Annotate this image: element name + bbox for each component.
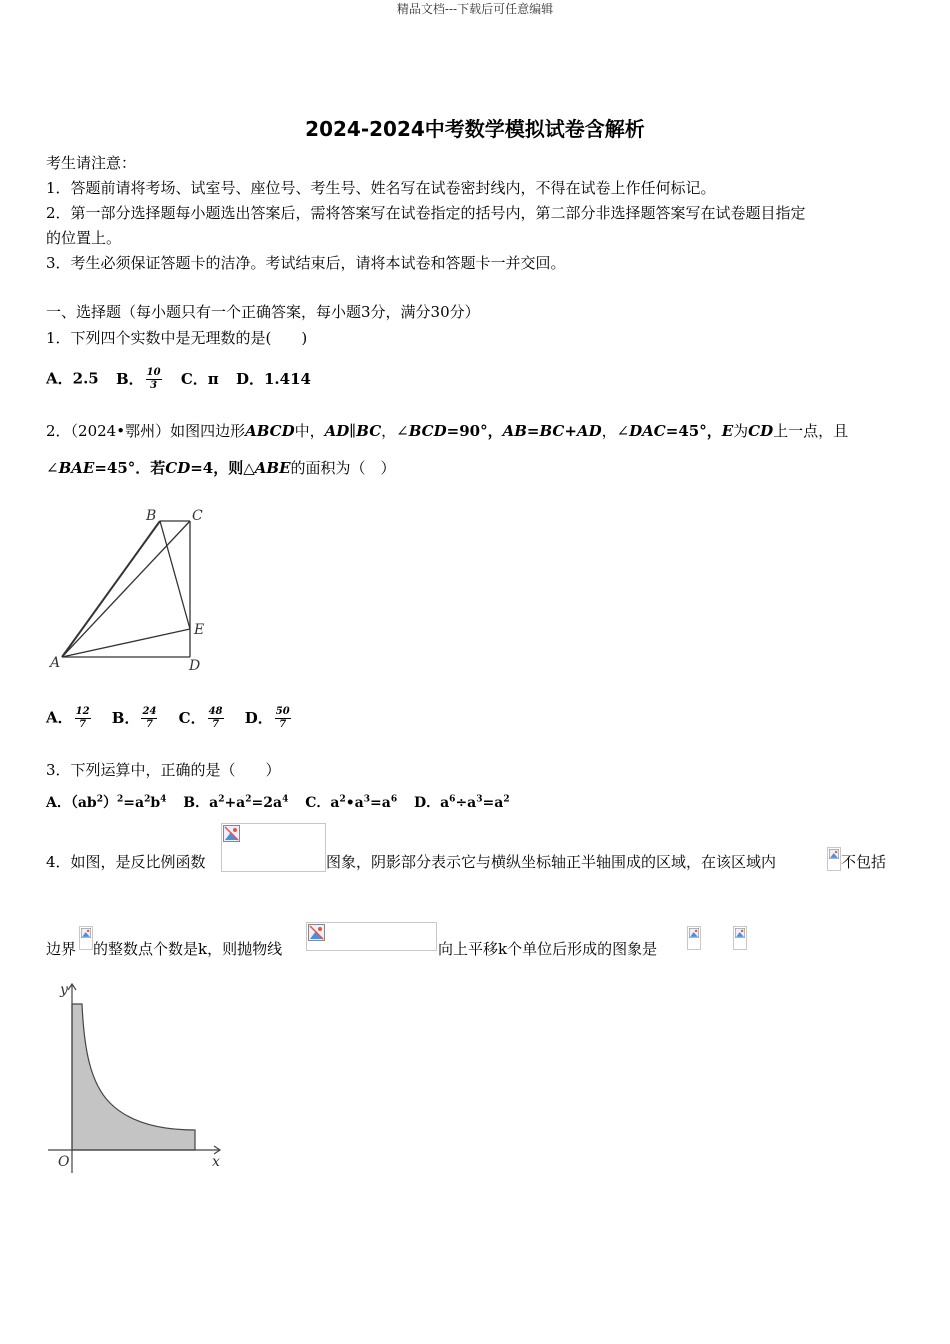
- notice-heading: 考生请注意：: [46, 154, 137, 172]
- label-b: B: [146, 508, 157, 524]
- q2-option-b-label: B．: [111, 708, 140, 727]
- section-heading: 一、选择题（每小题只有一个正确答案，每小题3分，满分30分）: [46, 303, 480, 321]
- q2-option-c-label: C．: [178, 708, 206, 727]
- q1-option-d: D．1.414: [235, 369, 311, 388]
- page-title: 2024-2024中考数学模拟试卷含解析: [305, 117, 645, 141]
- q3-options: [46, 792, 510, 812]
- broken-image-icon: [689, 928, 699, 938]
- q3-stem: 3．下列运算中，正确的是（ ）: [46, 761, 281, 779]
- q2-options: [46, 706, 293, 731]
- q1-option-a: A．2.5: [46, 369, 99, 388]
- broken-image-icon: [829, 849, 839, 859]
- q1-option-b-fraction: $\frac{10}{3}$: [146, 367, 161, 391]
- q2-option-d-fraction: $\frac{50}{7}$: [275, 706, 290, 730]
- broken-image-icon: [223, 825, 240, 842]
- broken-image-icon: [81, 928, 91, 938]
- q2-option-a-label: A．: [46, 708, 73, 727]
- q2-option-a-fraction: $\frac{12}{7}$: [75, 706, 90, 730]
- q4-stem-line1-b: 图象，阴影部分表示它与横纵坐标轴正半轴围成的区域，在该区域内: [326, 853, 777, 871]
- label-e: E: [194, 622, 205, 638]
- broken-image-icon: [735, 928, 745, 938]
- q2-option-d-label: D．: [244, 708, 273, 727]
- label-origin: O: [58, 1154, 70, 1170]
- broken-image-icon: [308, 924, 325, 941]
- label-c: C: [192, 508, 203, 524]
- q2-option-c-fraction: $\frac{48}{7}$: [208, 706, 223, 730]
- q3-option-a: A．$(ab^2)^2=a^2b^4$: [46, 794, 167, 811]
- q4-missing-image-function: [221, 823, 326, 872]
- shaded-region: [72, 1004, 195, 1150]
- label-a: A: [50, 655, 61, 671]
- q1-option-b-label: B．: [115, 369, 144, 388]
- segment-ab: [62, 521, 160, 657]
- q2-stem-line1: 2．（2024•鄂州）如图四边形ABCD中，AD∥BC，∠BCD=90°，AB=BC+AD，∠DAC=45°，E为CD上一点，且: [46, 422, 849, 440]
- q2-option-b-fraction: $\frac{24}{7}$: [142, 706, 157, 730]
- q4-stem-line2-c: 向上平移k个单位后形成的图象是: [438, 940, 658, 958]
- notice-item-2-cont: 的位置上。: [46, 229, 122, 247]
- notice-item-2: 2．第一部分选择题每小题选出答案后，需将答案写在试卷指定的括号内，第二部分非选择题答案写在试卷题目指定: [46, 204, 806, 222]
- q4-missing-image-inline-4: [733, 926, 747, 950]
- q2-geometry-figure: [40, 500, 220, 680]
- q4-stem-line2-b: 的整数点个数是k，则抛物线: [93, 940, 283, 958]
- q3-option-c: C．$a^2•a^3=a^6$: [305, 794, 398, 811]
- q4-function-graph: [40, 978, 230, 1178]
- q4-stem-line2-a: 边界: [46, 940, 77, 958]
- notice-item-1: 1．答题前请将考场、试室号、座位号、考生号、姓名写在试卷密封线内，不得在试卷上作任何标记。: [46, 179, 716, 197]
- label-x-axis: x: [212, 1154, 220, 1170]
- q1-options: [46, 367, 311, 392]
- q3-option-d: D．$a^6\div a^3=a^2$: [413, 794, 510, 811]
- q2-stem-line2: ∠BAE=45°．若CD=4，则△ABE的面积为（ ）: [46, 459, 396, 477]
- notice-item-3: 3．考生必须保证答题卡的洁净。考试结束后，请将本试卷和答题卡一并交回。: [46, 254, 566, 272]
- segment-ac: [62, 521, 190, 657]
- segment-ae: [62, 629, 190, 657]
- q1-option-c: C．π: [180, 369, 219, 388]
- q4-missing-image-parabola: [306, 922, 437, 951]
- q3-option-b: B．$a^2+a^2=2a^4$: [183, 794, 289, 811]
- label-d: D: [189, 658, 201, 674]
- q4-stem-line1-a: 4．如图，是反比例函数: [46, 853, 206, 871]
- q4-missing-image-inline-3: [687, 926, 701, 950]
- q4-missing-image-inline-2: [79, 926, 93, 950]
- q4-stem-line1-c: 不包括: [841, 853, 887, 871]
- q1-stem: 1．下列四个实数中是无理数的是( ): [46, 329, 308, 347]
- q4-missing-image-inline-1: [827, 847, 841, 871]
- label-y-axis: y: [60, 982, 68, 998]
- header-watermark: 精品文档---下载后可任意编辑: [396, 2, 554, 16]
